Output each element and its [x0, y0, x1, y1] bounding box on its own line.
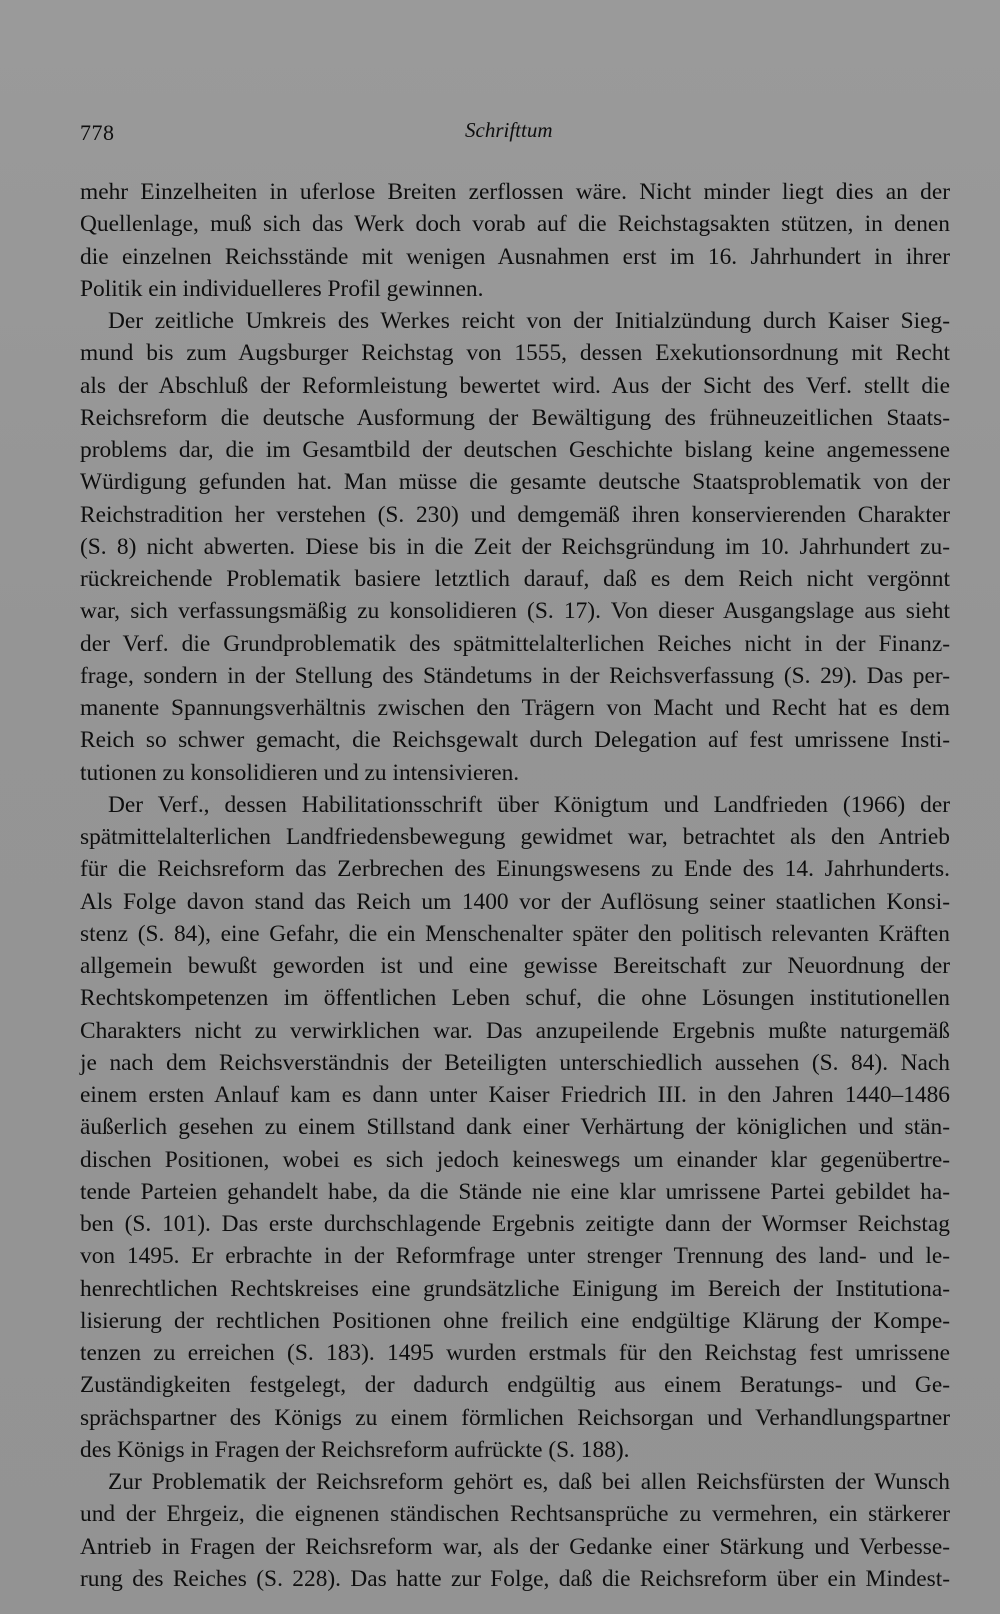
- text-line: Als Folge davon stand das Reich um 1400 vor der Auflösung seiner staatlichen Konsi-: [80, 888, 950, 915]
- text-line: Quellenlage, muß sich das Werk doch vorab auf die Reichstagsakten stützen, in denen: [80, 211, 950, 238]
- text-line: sprächspartner des Königs zu einem förmlichen Reichsorgan und Verhandlungspartner: [80, 1404, 950, 1431]
- text-line: Zur Problematik der Reichsreform gehört es, daß bei allen Reichsfürsten der Wunsch: [108, 1469, 950, 1495]
- paragraph: [80, 176, 950, 305]
- text-line: rückreichende Problematik basiere letztlich darauf, daß es dem Reich nicht vergönnt: [80, 566, 950, 592]
- text-line: manente Spannungsverhältnis zwischen den Trägern von Macht und Recht hat es dem: [80, 695, 950, 721]
- text-line: einem ersten Anlauf kam es dann unter Kaiser Friedrich III. in den Jahren 1440–1486: [80, 1082, 950, 1108]
- text-line: Der Verf., dessen Habilitationsschrift über Königtum und Landfrieden (1966) der: [108, 791, 950, 818]
- text-line: ben (S. 101). Das erste durchschlagende Ergebnis zeitigte dann der Wormser Reichstag: [80, 1211, 950, 1237]
- text-line: der Verf. die Grundproblematik des spätmittelalterlichen Reiches nicht in der Finanz-: [80, 630, 950, 657]
- text-line: Der zeitliche Umkreis des Werkes reicht von der Initialzündung durch Kaiser Sieg-: [108, 308, 950, 334]
- text-line: Charakters nicht zu verwirklichen war. Das anzupeilende Ergebnis mußte naturgemäß: [80, 1017, 950, 1044]
- text-line: und der Ehrgeiz, die eignenen ständischen Rechtsansprüche zu vermehren, ein stärkerer: [80, 1501, 950, 1528]
- page-header: [80, 112, 950, 152]
- page-number: 778: [80, 120, 115, 145]
- text-line: Politik ein individuelleres Profil gewinnen.: [80, 275, 484, 302]
- text-line: dischen Positionen, wobei es sich jedoch keineswegs um einander klar gegenübertre-: [80, 1146, 950, 1173]
- text-line: Reichsreform die deutsche Ausformung der Bewältigung des frühneuzeitlichen Staats-: [80, 404, 950, 431]
- text-line: problems dar, die im Gesamtbild der deutschen Geschichte bislang keine angemessene: [80, 437, 950, 463]
- text-line: Reichstradition her verstehen (S. 230) und demgemäß ihren konservierenden Charakter: [80, 501, 950, 528]
- running-head: Schrifttum: [465, 118, 553, 142]
- text-line: allgemein bewußt geworden ist und eine gewisse Bereitschaft zur Neuordnung der: [80, 953, 950, 979]
- text-line: die einzelnen Reichsstände mit wenigen Ausnahmen erst im 16. Jahrhundert in ihrer: [80, 243, 950, 270]
- text-line: mund bis zum Augsburger Reichstag von 1555, dessen Exekutionsordnung mit Recht: [80, 340, 950, 367]
- text-line: Reich so schwer gemacht, die Reichsgewalt durch Delegation auf fest umrissene Insti-: [80, 727, 950, 754]
- text-line: frage, sondern in der Stellung des Ständetums in der Reichsverfassung (S. 29). Das per-: [80, 662, 950, 689]
- text-line: mehr Einzelheiten in uferlose Breiten zerflossen wäre. Nicht minder liegt dies an der: [80, 179, 950, 205]
- text-line: tende Parteien gehandelt habe, da die Stände nie eine klar umrissene Partei gebildet ha-: [80, 1178, 950, 1205]
- text-line: henrechtlichen Rechtskreises eine grundsätzliche Einigung im Bereich der Institutiona-: [80, 1275, 950, 1302]
- text-line: (S. 8) nicht abwerten. Diese bis in die Zeit der Reichsgründung im 10. Jahrhundert zu-: [80, 533, 950, 560]
- text-line: tenzen zu erreichen (S. 183). 1495 wurden erstmals für den Reichstag fest umrissene: [80, 1340, 950, 1366]
- text-line: war, sich verfassungsmäßig zu konsolidieren (S. 17). Von dieser Ausgangslage aus sieht: [80, 598, 950, 625]
- paragraph: [80, 1466, 950, 1595]
- text-line: rung des Reiches (S. 228). Das hatte zur Folge, daß die Reichsreform über ein Mindest-: [80, 1565, 950, 1592]
- text-line: als der Abschluß der Reformleistung bewertet wird. Aus der Sicht des Verf. stellt die: [80, 372, 950, 399]
- paragraph: [80, 305, 950, 789]
- text-line: von 1495. Er erbrachte in der Reformfrage unter strenger Trennung des land- und le-: [80, 1243, 950, 1270]
- text-line: spätmittelalterlichen Landfriedensbewegung gewidmet war, betrachtet als den Antrieb: [80, 824, 950, 850]
- text-line: Antrieb in Fragen der Reichsreform war, als der Gedanke einer Stärkung und Verbesse-: [80, 1533, 950, 1560]
- body-text: [80, 176, 950, 1595]
- text-line: tutionen zu konsolidieren und zu intensivieren.: [80, 759, 520, 786]
- paragraph: [80, 789, 950, 1466]
- text-line: je nach dem Reichsverständnis der Beteiligten unterschiedlich aussehen (S. 84). Nach: [80, 1049, 950, 1076]
- text-line: lisierung der rechtlichen Positionen ohne freilich eine endgültige Klärung der Kompe-: [80, 1307, 950, 1334]
- text-line: für die Reichsreform das Zerbrechen des Einungswesens zu Ende des 14. Jahrhunderts.: [80, 856, 950, 883]
- text-line: äußerlich gesehen zu einem Stillstand dank einer Verhärtung der königlichen und stän-: [80, 1114, 950, 1141]
- text-line: Würdigung gefunden hat. Man müsse die gesamte deutsche Staatsproblematik von der: [80, 469, 950, 496]
- text-line: Zuständigkeiten festgelegt, der dadurch endgültig aus einem Beratungs- und Ge-: [80, 1372, 950, 1399]
- text-line: Rechtskompetenzen im öffentlichen Leben schuf, die ohne Lösungen institutionellen: [80, 985, 950, 1012]
- text-line: des Königs in Fragen der Reichsreform aufrückte (S. 188).: [80, 1436, 630, 1463]
- text-line: stenz (S. 84), eine Gefahr, die ein Menschenalter später den politisch relevanten Kräften: [80, 920, 950, 947]
